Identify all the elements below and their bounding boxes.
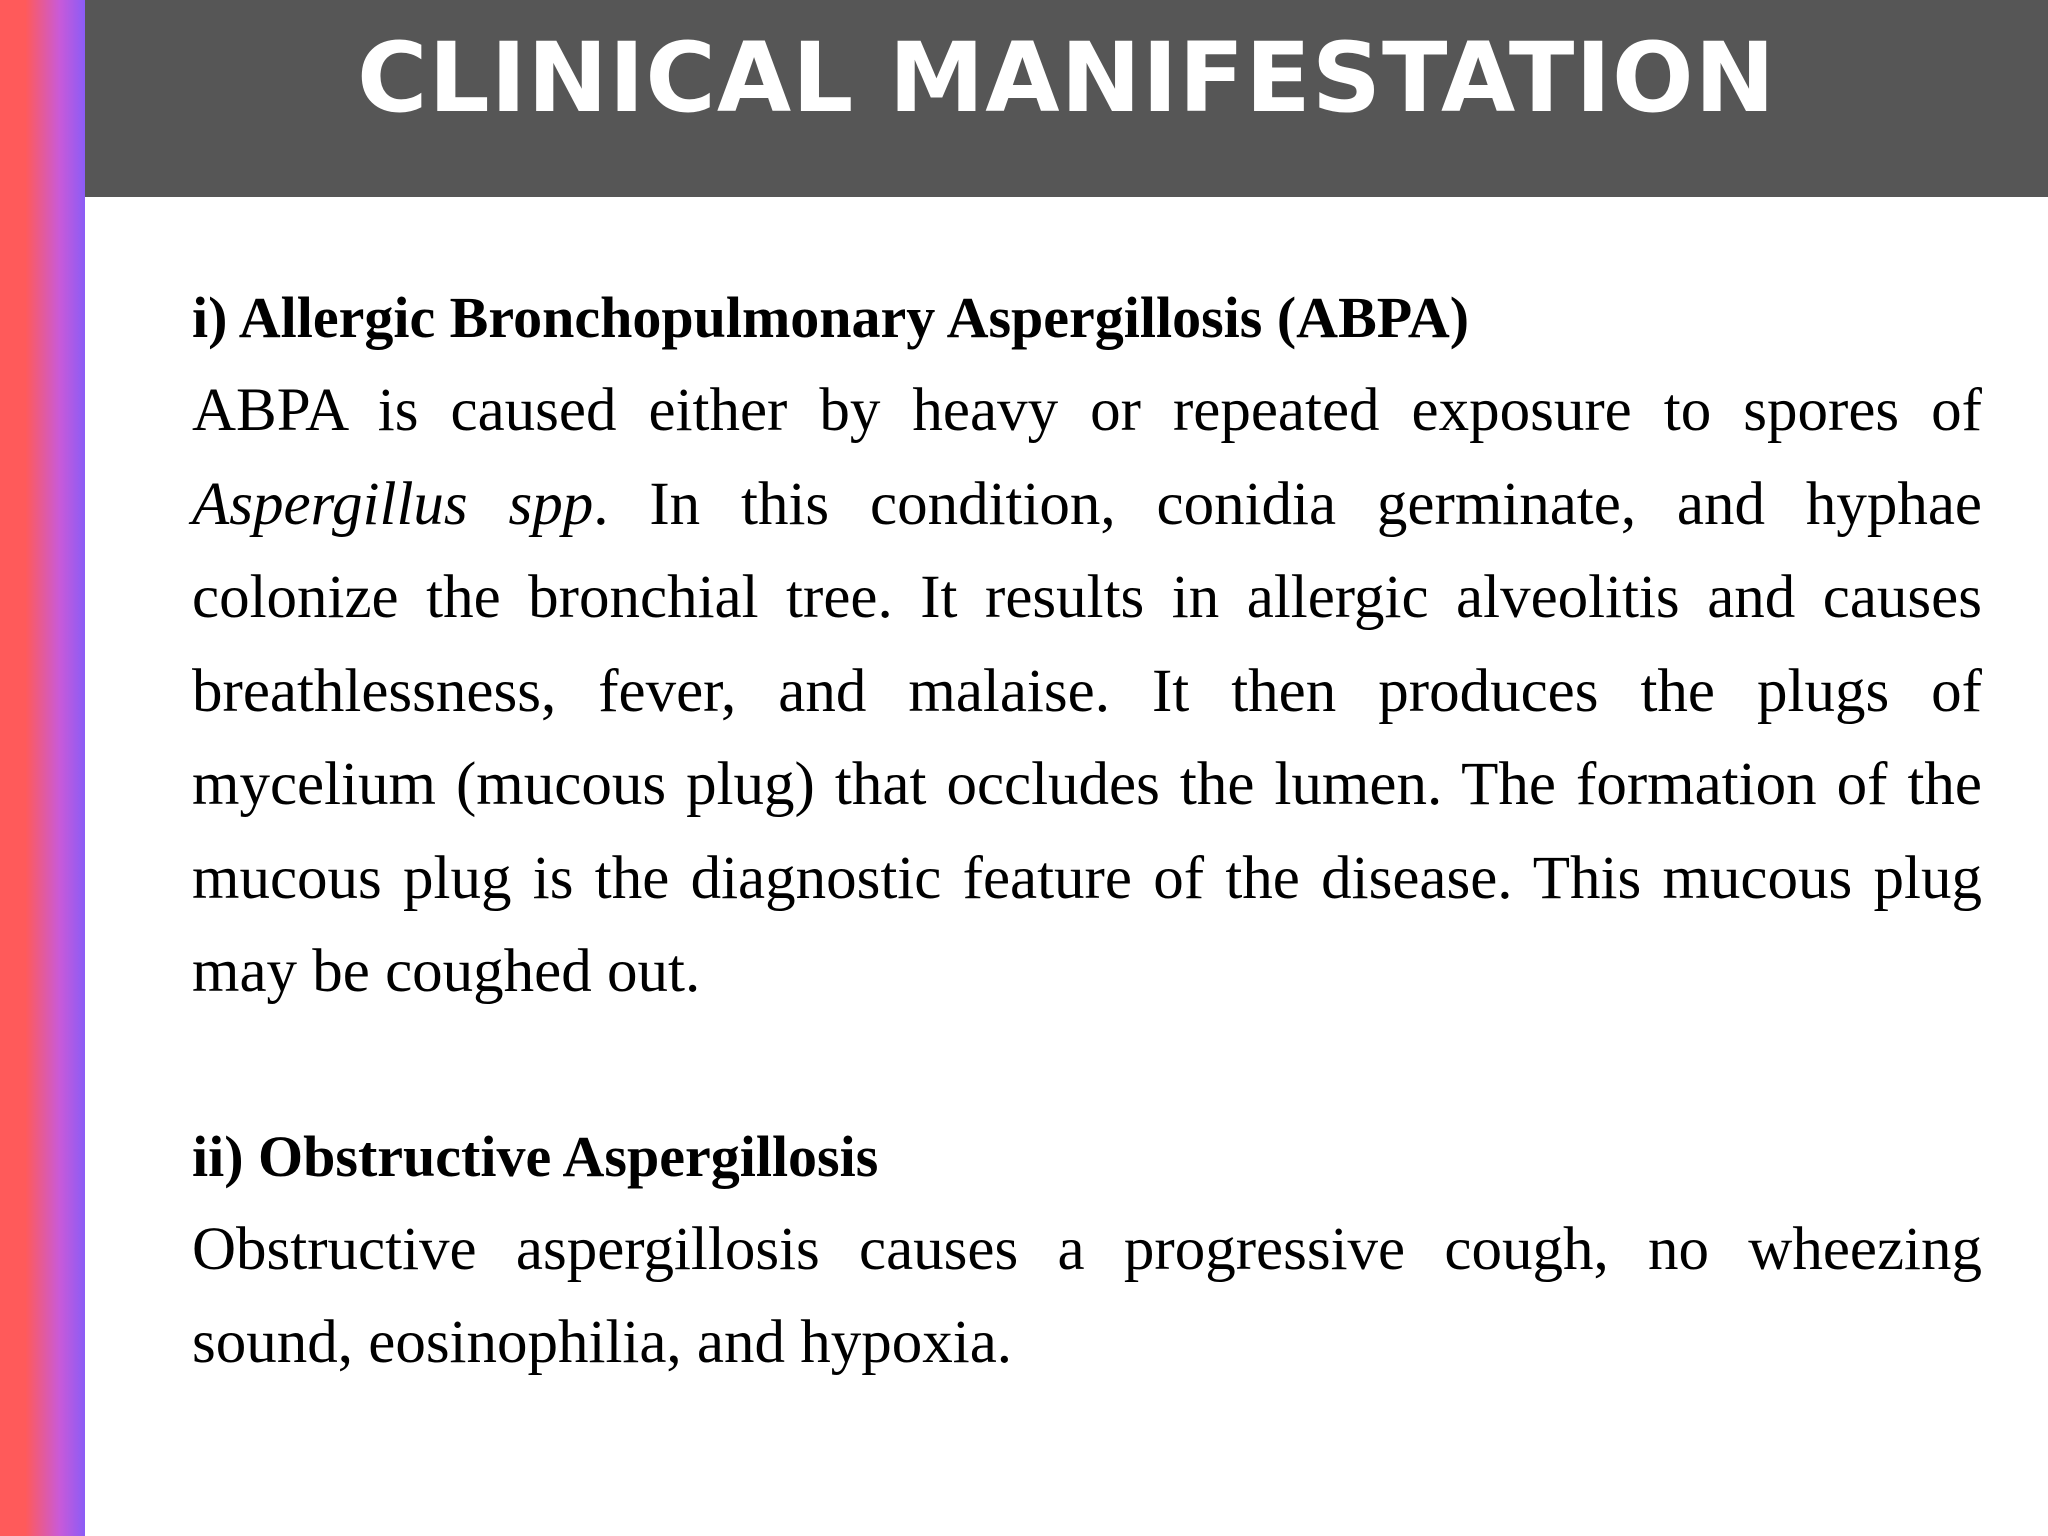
section-heading-obstructive: ii) Obstructive Aspergillosis: [192, 1123, 879, 1189]
body-text-end: . In this condition, conidia germinate, and hyphae colonize the bronchial tree. It results in allergic alveolitis and causes breathlessness, fever, and malaise. It then produces the plugs of mycelium (mucous plug) that occludes the lumen. The formation of the mucous plug is the diagnostic feature of the disease. This mucous plug may be coughed out.: [192, 470, 1983, 1005]
accent-bar: [0, 0, 85, 1536]
content-area: [192, 272, 1982, 1390]
section-spacer: [192, 1019, 1982, 1111]
section-heading-abpa: i) Allergic Bronchopulmonary Aspergillosis (ABPA): [192, 285, 1470, 350]
page-title: CLINICAL MANIFESTATION: [357, 22, 1776, 134]
body-text-italic: Aspergillus spp: [192, 470, 594, 538]
body-text-start: ABPA is caused either by heavy or repeated exposure to spores of: [192, 377, 1982, 444]
section-body-obstructive: Obstructive aspergillosis causes a progressive cough, no wheezing sound, eosinophilia, and hypoxia.: [192, 1215, 1982, 1376]
section-body-abpa: [192, 364, 1982, 1019]
